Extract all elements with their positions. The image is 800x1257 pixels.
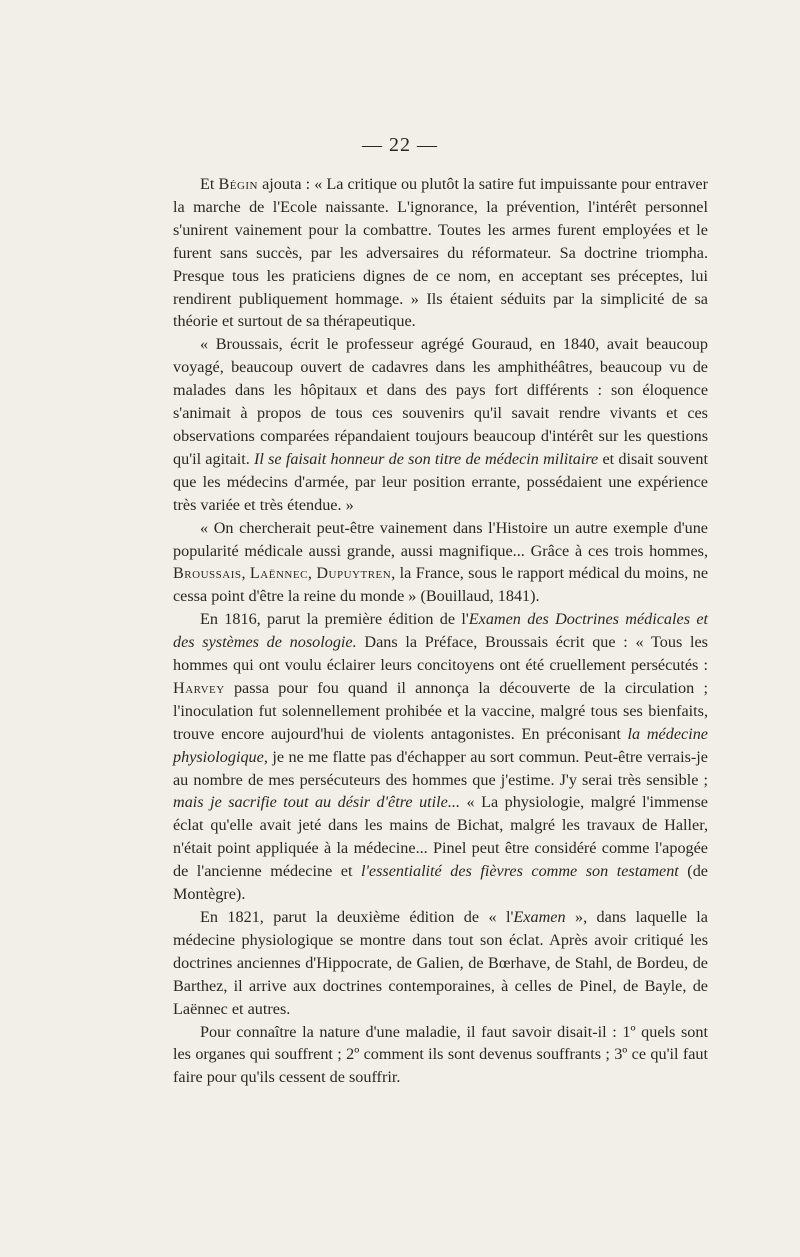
text-run: , je ne me flatte pas d'échapper au sort commun. Peut-être verrais-je au nombre de mes persécuteurs des hommes que j'estime. J'y serai très sensible ; bbox=[173, 747, 708, 789]
text-run: , bbox=[241, 564, 250, 583]
text-run: Pour connaître la nature d'une maladie, il faut savoir disait-il : 1º quels sont les organes qui souffrent ; 2º comment ils sont devenus souffrants ; 3º ce qu'il faut faire pour qu'ils cessent de souffrir. bbox=[173, 1022, 708, 1087]
text-run: « On chercherait peut-être vainement dans l'Histoire un autre exemple d'une popularité médicale aussi grande, aussi magnifique... Grâce à ces trois hommes, bbox=[173, 518, 708, 560]
text-run: « La physiologie, malgré l'immense éclat qu'elle avait jeté dans les mains de Bichat, malgré les travaux de Haller, n'était point appliquée à la médecine... Pinel peut être considéré comme l'apogée de l'ancienne médecine et bbox=[173, 793, 708, 881]
small-caps-name: Broussais bbox=[173, 564, 242, 583]
paragraph bbox=[173, 333, 708, 516]
italic-text: mais je sacrifie tout au désir d'être utile... bbox=[173, 793, 460, 812]
small-caps-name: Harvey bbox=[173, 678, 225, 697]
text-run: , la France, sous le rapport médical du moins, ne cessa point d'être la reine du monde » (Bouillaud, 1841). bbox=[173, 564, 709, 606]
text-run: Et bbox=[200, 175, 219, 193]
text-run: En 1816, parut la première édition de l' bbox=[200, 610, 469, 629]
body-text bbox=[173, 173, 708, 1089]
text-run: passa pour fou quand il annonça la découverte de la circulation ; l'inoculation fut solennellement prohibée et la vaccine, malgré tous ses bienfaits, trouve encore aujourd'hui de violents antagonistes. En préconisant bbox=[173, 678, 708, 743]
text-run: (de Montègre). bbox=[173, 862, 708, 904]
text-run: et disait souvent que les médecins d'armée, par leur position errante, possédaient une expérience très variée et très étendue. » bbox=[173, 449, 708, 514]
text-run: Dans la Préface, Broussais écrit que : « Tous les hommes qui ont voulu éclairer leurs concitoyens ont été cruellement persécutés : bbox=[173, 633, 708, 675]
paragraph bbox=[173, 173, 708, 333]
italic-text: Examen des Doctrines médicales et des systèmes de nosologie. bbox=[173, 610, 709, 652]
italic-text: l'essentialité des fièvres comme son testament bbox=[360, 862, 679, 881]
italic-text: Il se faisait honneur de son titre de médecin militaire bbox=[254, 449, 599, 468]
small-caps-name: Dupuytren bbox=[316, 564, 392, 583]
paragraph bbox=[173, 906, 708, 1021]
small-caps-name: Bégin bbox=[218, 175, 259, 193]
page-number: — 22 — bbox=[362, 134, 438, 156]
italic-text: Examen bbox=[513, 908, 566, 926]
paragraph bbox=[173, 608, 708, 906]
text-run: , bbox=[307, 564, 317, 583]
small-caps-name: Laënnec bbox=[249, 564, 308, 583]
paragraph bbox=[173, 517, 708, 609]
text-run: ajouta : « La critique ou plutôt la satire fut impuissante pour entraver la marche de l'Ecole naissante. L'ignorance, la prévention, l'intérêt personnel s'unirent vainement pour la combattre. Toutes les armes furent employées et le furent sans succès, par les adversaires du réformateur. Sa doctrine triompha. Presque tous les praticiens dignes de ce nom, en acceptant ses préceptes, lui rendirent publiquement hommage. » Ils étaient séduits par la simplicité de sa théorie et surtout de sa thérapeutique. bbox=[173, 175, 708, 331]
italic-text: la médecine physiologique bbox=[173, 724, 708, 766]
text-run: », dans laquelle la médecine physiologique se montre dans tout son éclat. Après avoir critiqué les doctrines anciennes d'Hippocrate, de Galien, de Bœrhave, de Stahl, de Bordeu, de Barthez, il arrive aux doctrines contemporaines, à celles de Pinel, de Bayle, de Laënnec et autres. bbox=[173, 908, 708, 1018]
paragraph bbox=[173, 1021, 708, 1090]
text-run: « Broussais, écrit le professeur agrégé Gouraud, en 1840, avait beaucoup voyagé, beaucoup ouvert de cadavres dans les amphithéâtres, beaucoup vu de malades dans les hôpitaux et dans des pays fort différents : son éloquence s'animait à propos de tous ces souvenirs qu'il savait rendre vivants et ces observations comparées répandaient toujours beaucoup d'intérêt sur les questions qu'il agitait. bbox=[173, 335, 708, 468]
text-run: En 1821, parut la deuxième édition de « l' bbox=[200, 908, 514, 926]
